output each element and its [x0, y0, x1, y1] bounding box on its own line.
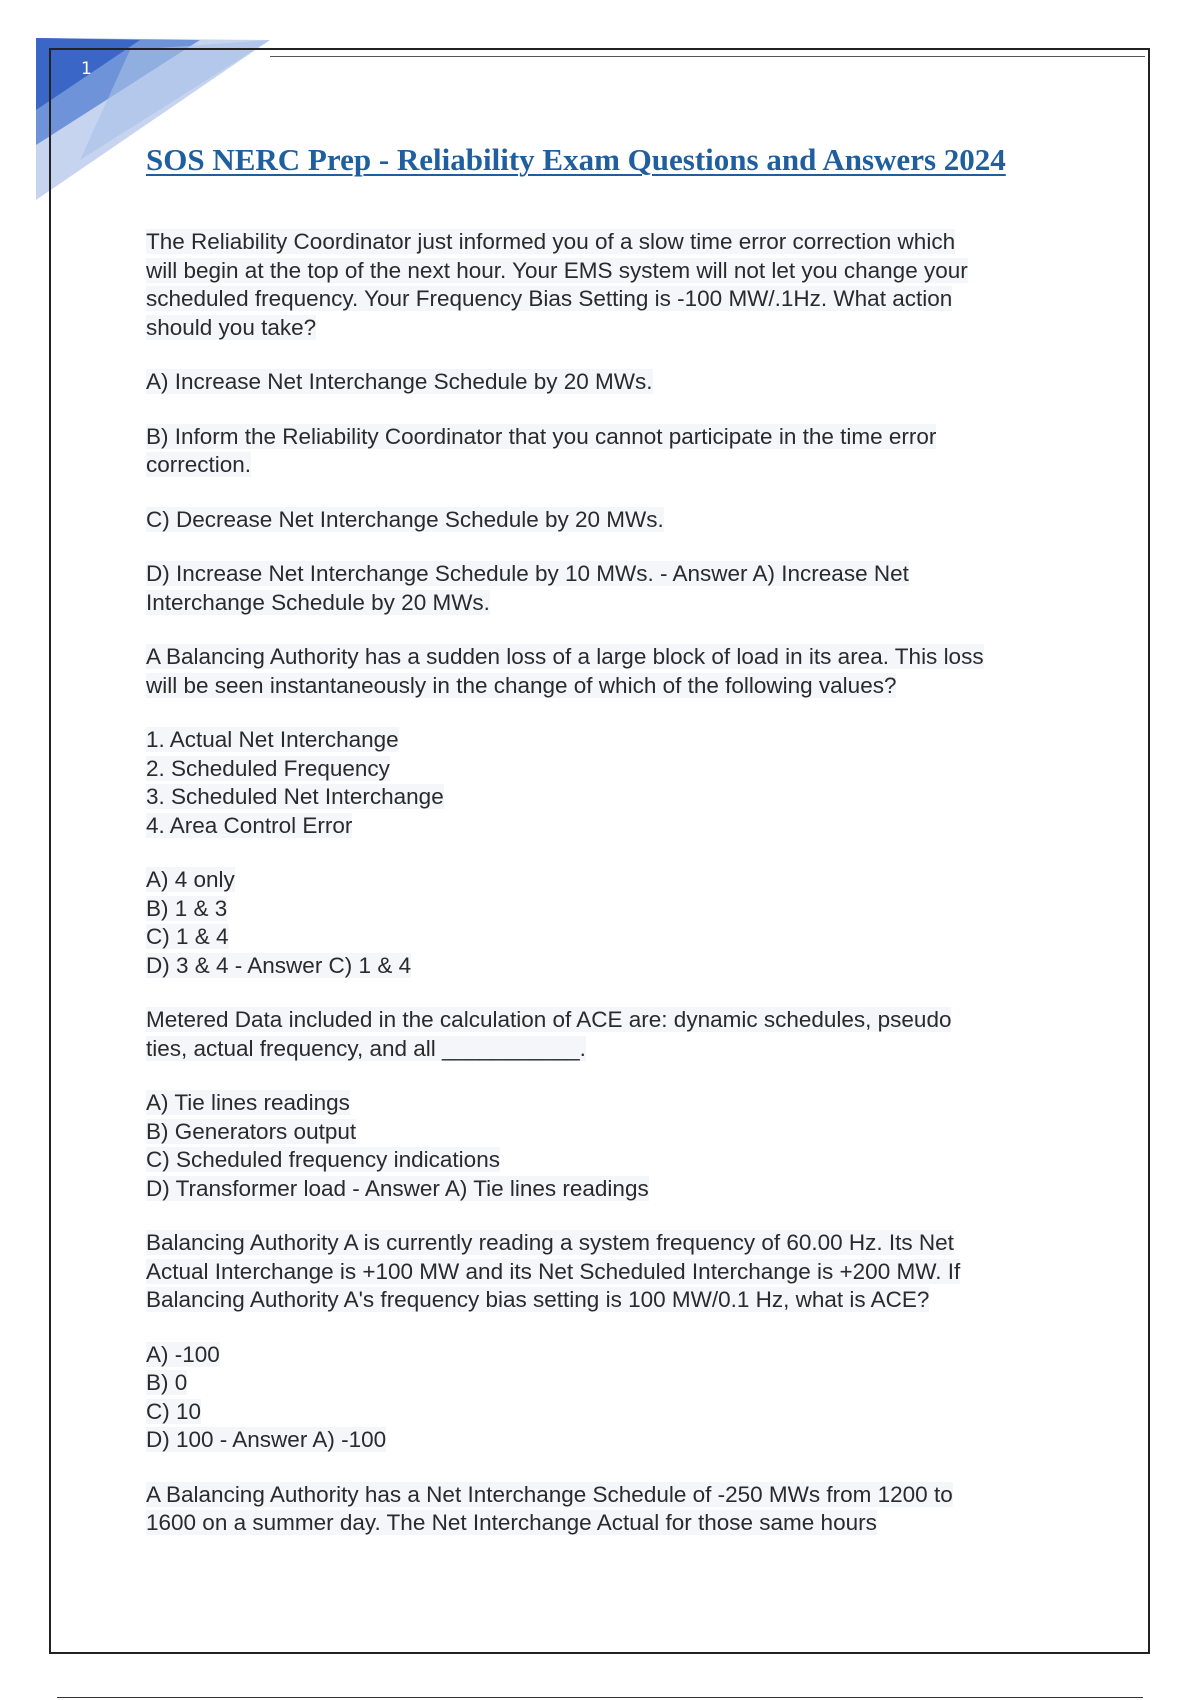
text-line: Actual Interchange is +100 MW and its Net Scheduled Interchange is +200 MW. If — [146, 1258, 961, 1284]
paragraph — [146, 1006, 1076, 1063]
text-line: D) Transformer load - Answer A) Tie lines readings — [146, 1175, 649, 1201]
text-line: 3. Scheduled Net Interchange — [146, 784, 444, 809]
document-title: SOS NERC Prep - Reliability Exam Questions and Answers 2024 — [146, 142, 1006, 177]
paragraph — [146, 423, 1076, 480]
text-line: 1. Actual Net Interchange — [146, 727, 399, 752]
text-line: A) Increase Net Interchange Schedule by 20 MWs. — [146, 369, 653, 394]
text-line: A) Tie lines readings — [146, 1090, 350, 1115]
text-line: will be seen instantaneously in the change of which of the following values? — [146, 672, 897, 698]
text-line: C) 10 — [146, 1398, 202, 1424]
text-line: will begin at the top of the next hour. Your EMS system will not let you change your — [146, 257, 968, 283]
text-line: D) 3 & 4 - Answer C) 1 & 4 — [146, 952, 412, 978]
paragraph — [146, 726, 1076, 840]
text-line: Metered Data included in the calculation of ACE are: dynamic schedules, pseudo — [146, 1007, 952, 1032]
text-line: A Balancing Authority has a sudden loss of a large block of load in its area. This loss — [146, 644, 984, 669]
text-line: D) 100 - Answer A) -100 — [146, 1427, 387, 1452]
text-line: ties, actual frequency, and all ___________. — [146, 1035, 586, 1061]
paragraph — [146, 1229, 1076, 1315]
paragraph — [146, 228, 1076, 342]
text-line: B) Generators output — [146, 1118, 357, 1144]
header-rule — [270, 56, 1145, 57]
text-line: A) 4 only — [146, 867, 235, 892]
text-line: B) 0 — [146, 1370, 188, 1395]
text-line: D) Increase Net Interchange Schedule by 10 MWs. - Answer A) Increase Net — [146, 561, 909, 586]
text-line: scheduled frequency. Your Frequency Bias Setting is -100 MW/.1Hz. What action — [146, 286, 953, 311]
text-line: B) 1 & 3 — [146, 895, 228, 921]
text-line: 1600 on a summer day. The Net Interchange Actual for those same hours — [146, 1510, 877, 1535]
paragraph — [146, 866, 1076, 980]
text-line: C) Scheduled frequency indications — [146, 1147, 500, 1172]
text-line: C) Decrease Net Interchange Schedule by 20 MWs. — [146, 506, 664, 532]
paragraph — [146, 560, 1076, 617]
document-body — [146, 228, 1076, 1538]
text-line: Balancing Authority A's frequency bias setting is 100 MW/0.1 Hz, what is ACE? — [146, 1287, 930, 1312]
text-line: 2. Scheduled Frequency — [146, 755, 390, 781]
text-line: C) 1 & 4 — [146, 924, 229, 949]
text-line: should you take? — [146, 314, 317, 340]
text-line: correction. — [146, 452, 252, 477]
text-line: A) -100 — [146, 1341, 220, 1367]
page-number: 1 — [81, 59, 92, 79]
text-line: A Balancing Authority has a Net Interchange Schedule of -250 MWs from 1200 to — [146, 1481, 953, 1507]
text-line: 4. Area Control Error — [146, 812, 353, 838]
text-line: Interchange Schedule by 20 MWs. — [146, 589, 490, 615]
paragraph — [146, 1089, 1076, 1203]
footer-rule — [57, 1697, 1143, 1698]
paragraph — [146, 1481, 1076, 1538]
paragraph — [146, 643, 1076, 700]
paragraph — [146, 1341, 1076, 1455]
text-line: The Reliability Coordinator just informed you of a slow time error correction which — [146, 229, 956, 254]
text-line: Balancing Authority A is currently reading a system frequency of 60.00 Hz. Its Net — [146, 1230, 954, 1255]
paragraph — [146, 506, 1076, 535]
text-line: B) Inform the Reliability Coordinator that you cannot participate in the time error — [146, 423, 937, 449]
paragraph — [146, 368, 1076, 397]
